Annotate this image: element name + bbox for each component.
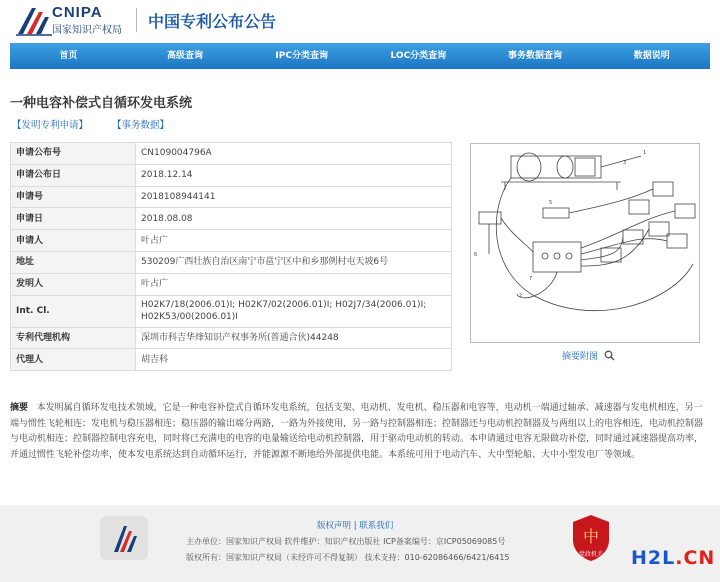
field-value: 胡吉科 (136, 349, 452, 371)
table-row (11, 273, 452, 295)
field-label: 申请号 (11, 186, 136, 208)
svg-text:中: 中 (582, 527, 600, 546)
field-value: 叶占广 (136, 273, 452, 295)
field-label: 申请日 (11, 208, 136, 230)
watermark-logo (631, 547, 715, 569)
abstract-label: 摘要 (10, 403, 29, 413)
abstract-section (10, 401, 710, 463)
logo-text-en: CNIPA (52, 4, 103, 21)
abstract-text: 本发明属自循环发电技术领域，它是一种电容补偿式自循环发电系统，包括支架、电动机、发电机、稳压器和电容等，电动机一端通过轴承、减速器与发电机相连，另一端与惯性飞轮相连；发电机与稳压器相连；稳压器的输出端分两路，一路为外接使用，另一路与控制器相连；控制器还与电动机控制器及与两组以上的电容相连，电动机控制器与电动机相连；控制器控制电容充电，同时将已充满电的电容的电量输送给电动机控制器，用于驱动电动机的转动。本申请通过电容无限做功补偿，同时通过减速器提高功率，并通过惯性飞轮补偿功率，使本发电系统达到自动循环运行，并能源源不断地给外部提供电能。本系统可用于电动汽车、大中型轮船、大中小型发电厂等领域。 (10, 403, 704, 460)
field-value (136, 295, 452, 327)
tab-invention-application[interactable]: 【发明专利申请】 (12, 120, 89, 131)
footer-copyright-line: 版权所有：国家知识产权局（未经许可不得复制） 技术支持：010-62086466/6421/6415 (186, 553, 510, 562)
svg-text:3: 3 (623, 160, 627, 166)
field-label: 代理人 (11, 349, 136, 371)
site-title: 中国专利公布公告 (148, 12, 277, 31)
watermark-part-2: .CN (675, 547, 716, 569)
watermark-part-1: H2L (631, 547, 676, 569)
ipc-line-1: H02K7/18(2006.01)I; H02K7/02(2006.01)I; H02J7/34(2006.01)I; (141, 300, 427, 311)
footer-cnipa-logo-icon (100, 516, 148, 560)
field-label: 地址 (11, 251, 136, 273)
ipc-line-2: H02K53/00(2006.01)I (141, 312, 238, 323)
svg-text:1: 1 (643, 150, 647, 156)
nav-transaction-search[interactable]: 事务数据查询 (508, 51, 563, 61)
table-row (11, 208, 452, 230)
footer-sponsor-line: 主办单位：国家知识产权局 软件维护：知识产权出版社 ICP备案编号：京ICP05069085号 (186, 537, 506, 546)
abstract-figure-link[interactable]: 摘要附图 (562, 352, 599, 362)
field-value: 叶占广 (136, 230, 452, 252)
table-row (11, 295, 452, 327)
field-value: CN109004796A (136, 143, 452, 165)
field-label: 申请人 (11, 230, 136, 252)
tab-transaction-data[interactable]: 【事务数据】 (112, 120, 170, 131)
patent-drawing-image (471, 144, 699, 342)
gov-agency-badge-icon[interactable] (570, 513, 612, 563)
field-label: 发明人 (11, 273, 136, 295)
abstract-figure[interactable] (470, 143, 700, 343)
field-label: Int. Cl. (11, 295, 136, 327)
field-label: 申请公布日 (11, 164, 136, 186)
badge-text: 党政机关 (578, 551, 604, 558)
field-value: 深圳市科吉华烽知识产权事务所(普通合伙)44248 (136, 327, 452, 349)
table-row (11, 327, 452, 349)
magnifier-icon[interactable] (604, 350, 615, 361)
svg-text:6: 6 (474, 252, 478, 258)
site-header (0, 0, 720, 40)
logo-text-cn: 国家知识产权局 (52, 25, 122, 36)
nav-advanced-search[interactable]: 高级查询 (167, 51, 204, 61)
nav-data-description[interactable]: 数据说明 (633, 51, 670, 61)
table-row (11, 186, 452, 208)
svg-text:2: 2 (519, 293, 523, 299)
main-nav (10, 43, 710, 69)
patent-info-table (10, 142, 452, 371)
nav-ipc-search[interactable]: IPC分类查询 (275, 51, 328, 61)
table-row (11, 230, 452, 252)
field-value: 2018.08.08 (136, 208, 452, 230)
cnipa-logo-icon (14, 4, 54, 38)
field-label: 专利代理机构 (11, 327, 136, 349)
header-divider (136, 8, 137, 32)
nav-loc-search[interactable]: LOC分类查询 (390, 51, 447, 61)
footer-links[interactable]: 版权声明 | 联系我们 (317, 521, 394, 531)
svg-text:5: 5 (549, 200, 553, 206)
table-row (11, 251, 452, 273)
table-row (11, 143, 452, 165)
field-value: 530209广西壮族自治区南宁市邕宁区中和乡那例村屯天坡6号 (136, 251, 452, 273)
field-value: 2018.12.14 (136, 164, 452, 186)
table-row (11, 349, 452, 371)
field-value: 2018108944141 (136, 186, 452, 208)
table-row (11, 164, 452, 186)
svg-text:7: 7 (529, 276, 533, 282)
field-label: 申请公布号 (11, 143, 136, 165)
page-title: 一种电容补偿式自循环发电系统 (10, 96, 193, 111)
nav-home[interactable]: 首页 (59, 51, 78, 61)
